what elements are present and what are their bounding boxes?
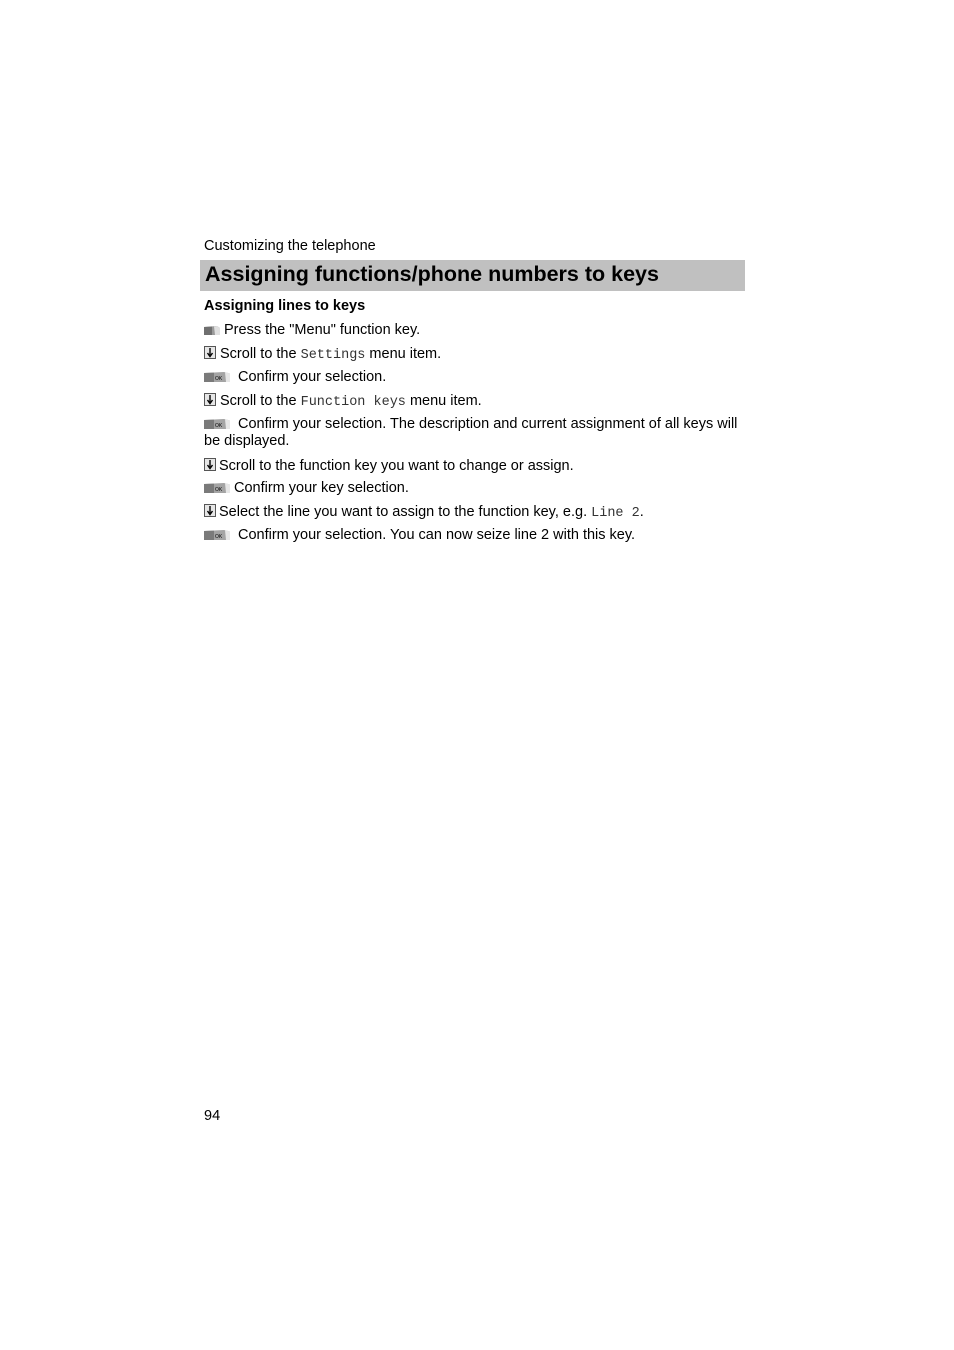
menu-item-name: Settings [300, 348, 366, 363]
step-item [204, 458, 742, 475]
menu-item-name: Line 2 [591, 506, 640, 521]
scroll-down-key-icon [204, 504, 216, 517]
step-item [204, 322, 742, 339]
subheading: Assigning lines to keys [204, 298, 366, 314]
step-text: Confirm your selection. [238, 369, 387, 385]
step-item [204, 504, 742, 522]
step-text: Press the "Menu" function key. [224, 322, 421, 338]
step-text: Select the line you want to assign to the function key, e.g. [219, 504, 592, 520]
page-title: Assigning functions/phone numbers to keys [205, 262, 659, 286]
scroll-down-key-icon [204, 393, 216, 406]
ok-key-icon [204, 482, 230, 493]
step-text: Scroll to the function key you want to change or assign. [219, 458, 574, 474]
menu-key-icon [204, 325, 220, 335]
step-text: menu item. [365, 346, 442, 362]
step-text: Confirm your selection. You can now seize line 2 with this key. [238, 527, 636, 543]
scroll-down-key-icon [204, 458, 216, 471]
step-item [204, 369, 742, 386]
scroll-down-key-icon [204, 346, 216, 359]
step-text: Confirm your selection. The description and current assignment of all keys will be displayed. [204, 416, 738, 449]
step-item [204, 480, 742, 497]
page-number: 94 [204, 1108, 221, 1124]
svg-text:OK: OK [215, 423, 223, 429]
step-item [204, 416, 742, 450]
step-item [204, 346, 742, 364]
menu-item-name: Function keys [300, 395, 406, 410]
step-text: . [639, 504, 644, 520]
ok-key-icon [204, 418, 230, 429]
step-text: Confirm your key selection. [234, 480, 409, 496]
title-bar [200, 260, 745, 291]
section-label: Customizing the telephone [204, 238, 376, 254]
step-item [204, 527, 742, 544]
ok-key-icon [204, 529, 230, 540]
step-text: menu item. [405, 393, 482, 409]
step-text: Scroll to the [220, 393, 301, 409]
svg-text:OK: OK [215, 376, 223, 382]
step-text: Scroll to the [220, 346, 301, 362]
ok-key-icon [204, 371, 230, 382]
step-item [204, 393, 742, 411]
svg-text:OK: OK [215, 487, 223, 493]
svg-text:OK: OK [215, 534, 223, 540]
